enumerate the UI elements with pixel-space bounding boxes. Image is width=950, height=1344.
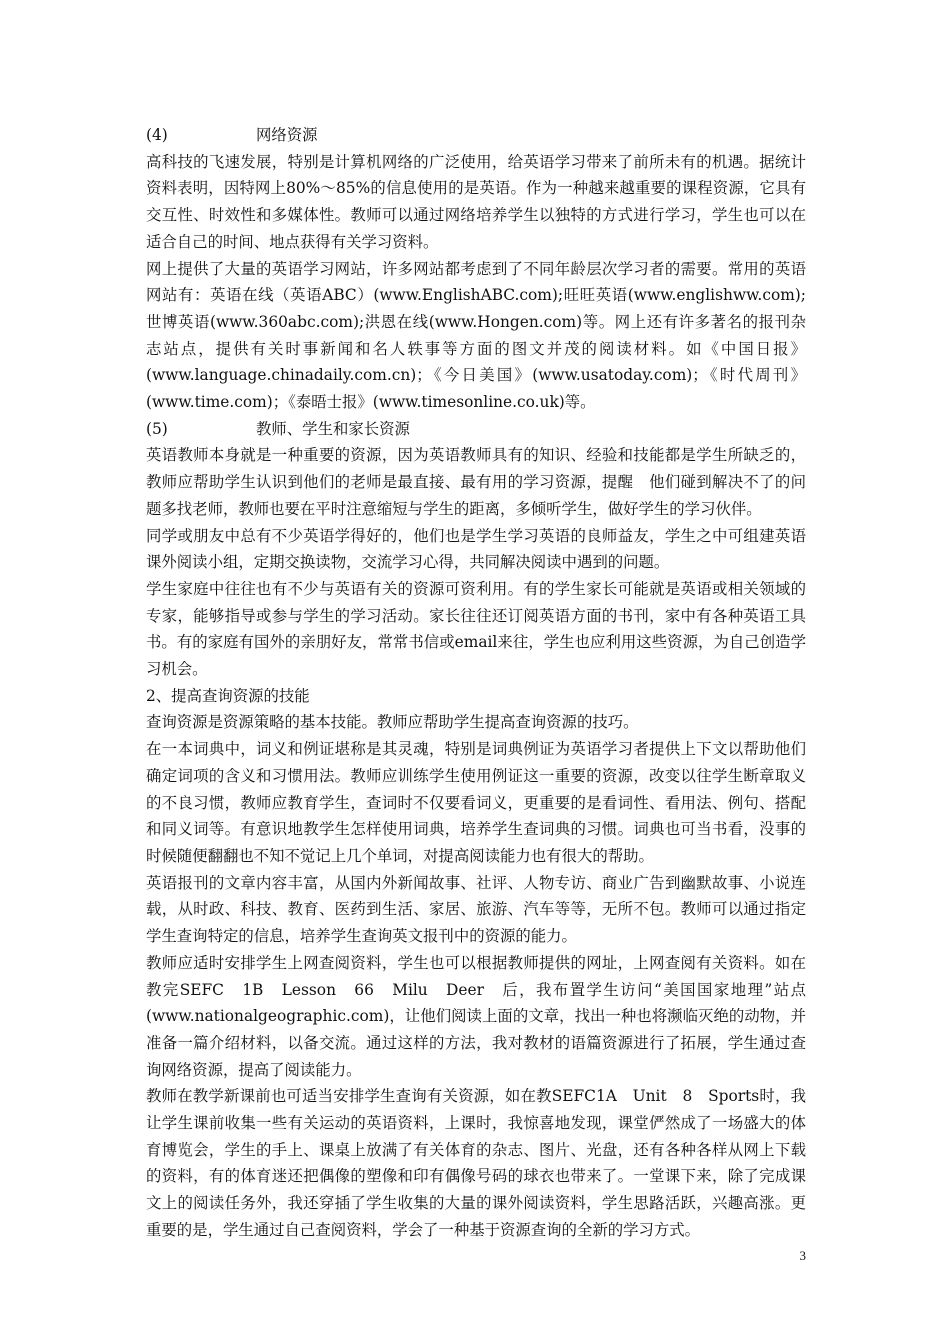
section-title: 教师、学生和家长资源 <box>256 419 410 438</box>
paragraph: 教师在教学新课前也可适当安排学生查询有关资源，如在教SEFC1A Unit 8 Sports时，我让学生课前收集一些有关运动的英语资料，上课时，我惊喜地发现，课堂俨然成了一场盛大的体育博览会，学生的手上、课桌上放满了有关体育的杂志、图片、光盘，还有各种各样从网上下载的资料，有的体育迷还把偶像的塑像和印有偶像号码的球衣也带来了。一堂课下来，除了完成课文上的阅读任务外，我还穿插了学生收集的大量的课外阅读资料，学生思路活跃，兴趣高涨。更重要的是，学生通过自己查阅资料，学会了一种基于资源查询的全新的学习方式。 <box>146 1087 806 1239</box>
paragraph: 学生家庭中往往也有不少与英语有关的资源可资利用。有的学生家长可能就是英语或相关领域的专家，能够指导或参与学生的学习活动。家长往往还订阅英语方面的书刊，家中有各种英语工具书。有的家庭有国外的亲朋好友，常常书信或email来往，学生也应利用这些资源，为自己创造学习机会。 <box>146 579 806 679</box>
section-heading-4 <box>146 122 806 149</box>
paragraph: 英语教师本身就是一种重要的资源，因为英语教师具有的知识、经验和技能都是学生所缺乏的，教师应帮助学生认识到他们的老师是最直接、最有用的学习资源，提醒 他们碰到解决不了的问题多找老师，教师也要在平时注意缩短与学生的距离，多倾听学生，做好学生的学习伙伴。 <box>146 446 806 518</box>
paragraph: 网上提供了大量的英语学习网站，许多网站都考虑到了不同年龄层次学习者的需要。常用的英语网站有：英语在线（英语ABC）(www.EnglishABC.com);旺旺英语(www.englishww.com);世博英语(www.360abc.com);洪恩在线(www.Hongen.com)等。网上还有许多著名的报刊杂志站点，提供有关时事新闻和名人轶事等方面的图文并茂的阅读材料。如《中国日报》(www.language.chinadaily.com.cn)；《今日美国》(www.usatoday.com)；《时代周刊》(www.time.com)；《泰晤士报》(www.timesonline.co.uk)等。 <box>146 259 806 412</box>
paragraph: 同学或朋友中总有不少英语学得好的，他们也是学生学习英语的良师益友，学生之中可组建英语课外阅读小组，定期交换读物，交流学习心得，共同解决阅读中遇到的问题。 <box>146 526 806 572</box>
section-title: 网络资源 <box>256 126 318 144</box>
section-number: (4) <box>146 126 168 144</box>
page-number: 3 <box>799 1248 806 1263</box>
subsection-heading: 2、提高查询资源的技能 <box>146 686 310 705</box>
paragraph: 查询资源是资源策略的基本技能。教师应帮助学生提高查询资源的技巧。 <box>146 713 639 732</box>
paragraph: 在一本词典中，词义和例证堪称是其灵魂，特别是词典例证为英语学习者提供上下文以帮助他们确定词项的含义和习惯用法。教师应训练学生使用例证这一重要的资源，改变以往学生断章取义的不良习惯，教师应教育学生，查词时不仅要看词义，更重要的是看词性、看用法、例句、搭配和同义词等。有意识地教学生怎样使用词典，培养学生查词典的习惯。词典也可当书看，没事的时候随便翻翻也不知不觉记上几个单词，对提高阅读能力也有很大的帮助。 <box>146 740 806 865</box>
section-heading-5 <box>146 416 806 443</box>
paragraph: 高科技的飞速发展，特别是计算机网络的广泛使用，给英语学习带来了前所未有的机遇。据统计资料表明，因特网上80%～85%的信息使用的是英语。作为一种越来越重要的课程资源，它具有交互性、时效性和多媒体性。教师可以通过网络培养学生以独特的方式进行学习，学生也可以在适合自己的时间、地点获得有关学习资料。 <box>146 152 806 251</box>
document-body <box>146 122 822 1244</box>
section-number: (5) <box>146 419 168 438</box>
paragraph: 英语报刊的文章内容丰富，从国内外新闻故事、社评、人物专访、商业广告到幽默故事、小说连载，从时政、科技、教育、医药到生活、家居、旅游、汽车等等，无所不包。教师可以通过指定学生查询特定的信息，培养学生查询英文报刊中的资源的能力。 <box>146 873 806 946</box>
paragraph: 教师应适时安排学生上网查阅资料，学生也可以根据教师提供的网址，上网查阅有关资料。如在教完SEFC 1B Lesson 66 Milu Deer 后，我布置学生访问“美国国家地理”站点 (www.nationalgeographic.com)，让他们阅读上面的文章，找出一种也将濒临灭绝的动物，并准备一篇介绍材料，以备交流。通过这样的方法，我对教材的语篇资源进行了拓展，学生通过查询网络资源，提高了阅读能力。 <box>146 953 822 1079</box>
